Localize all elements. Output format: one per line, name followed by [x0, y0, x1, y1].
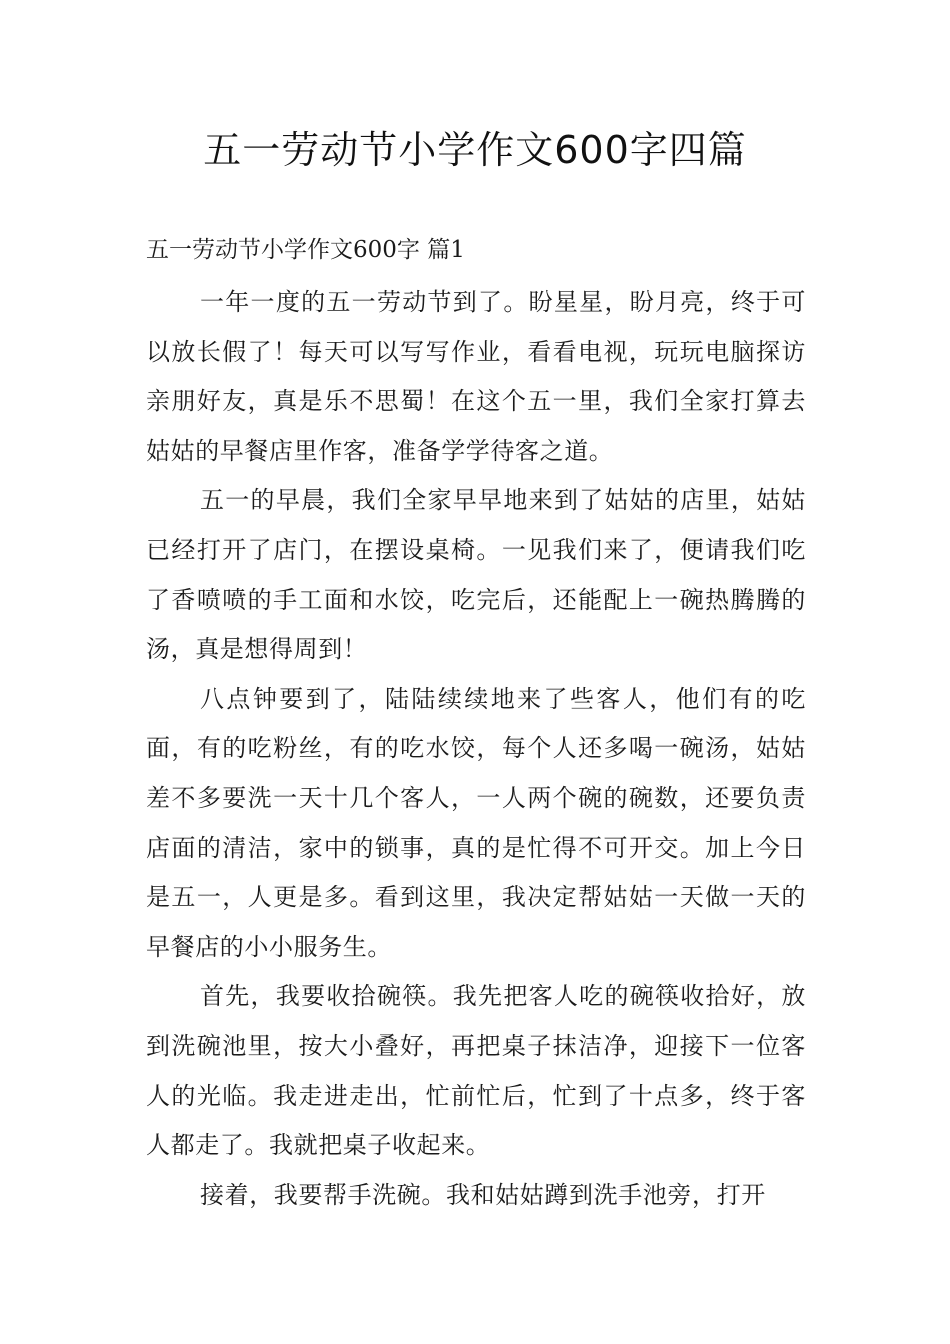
paragraph: 一年一度的五一劳动节到了。盼星星，盼月亮，终于可以放长假了！每天可以写写作业，看看电视，玩玩电脑探访亲朋好友，真是乐不思蜀！在这个五一里，我们全家打算去姑姑的早餐店里作客，准备学学待客之道。 — [146, 288, 806, 465]
paragraph: 五一的早晨，我们全家早早地来到了姑姑的店里，姑姑已经打开了店门，在摆设桌椅。一见我们来了，便请我们吃了香喷喷的手工面和水饺，吃完后，还能配上一碗热腾腾的汤，真是想得周到！ — [146, 486, 806, 664]
paragraph: 首先，我要收拾碗筷。我先把客人吃的碗筷收拾好，放到洗碗池里，按大小叠好，再把桌子抹洁净，迎接下一位客人的光临。我走进走出，忙前忙后，忙到了十点多，终于客人都走了。我就把桌子收起来。 — [146, 982, 806, 1160]
document-title: 五一劳动节小学作文600字四篇 — [203, 128, 747, 172]
essay-body — [146, 278, 806, 1220]
section-heading: 五一劳动节小学作文600字 篇1 — [146, 237, 465, 263]
paragraph: 接着，我要帮手洗碗。我和姑姑蹲到洗手池旁，打开 — [200, 1180, 766, 1209]
paragraph: 八点钟要到了，陆陆续续地来了些客人，他们有的吃面，有的吃粉丝，有的吃水饺，每个人还多喝一碗汤，姑姑差不多要洗一天十几个客人，一人两个碗的碗数，还要负责店面的清洁，家中的锁事，真的是忙得不可开交。加上今日是五一，人更是多。看到这里，我决定帮姑姑一天做一天的早餐店的小小服务生。 — [146, 684, 806, 961]
